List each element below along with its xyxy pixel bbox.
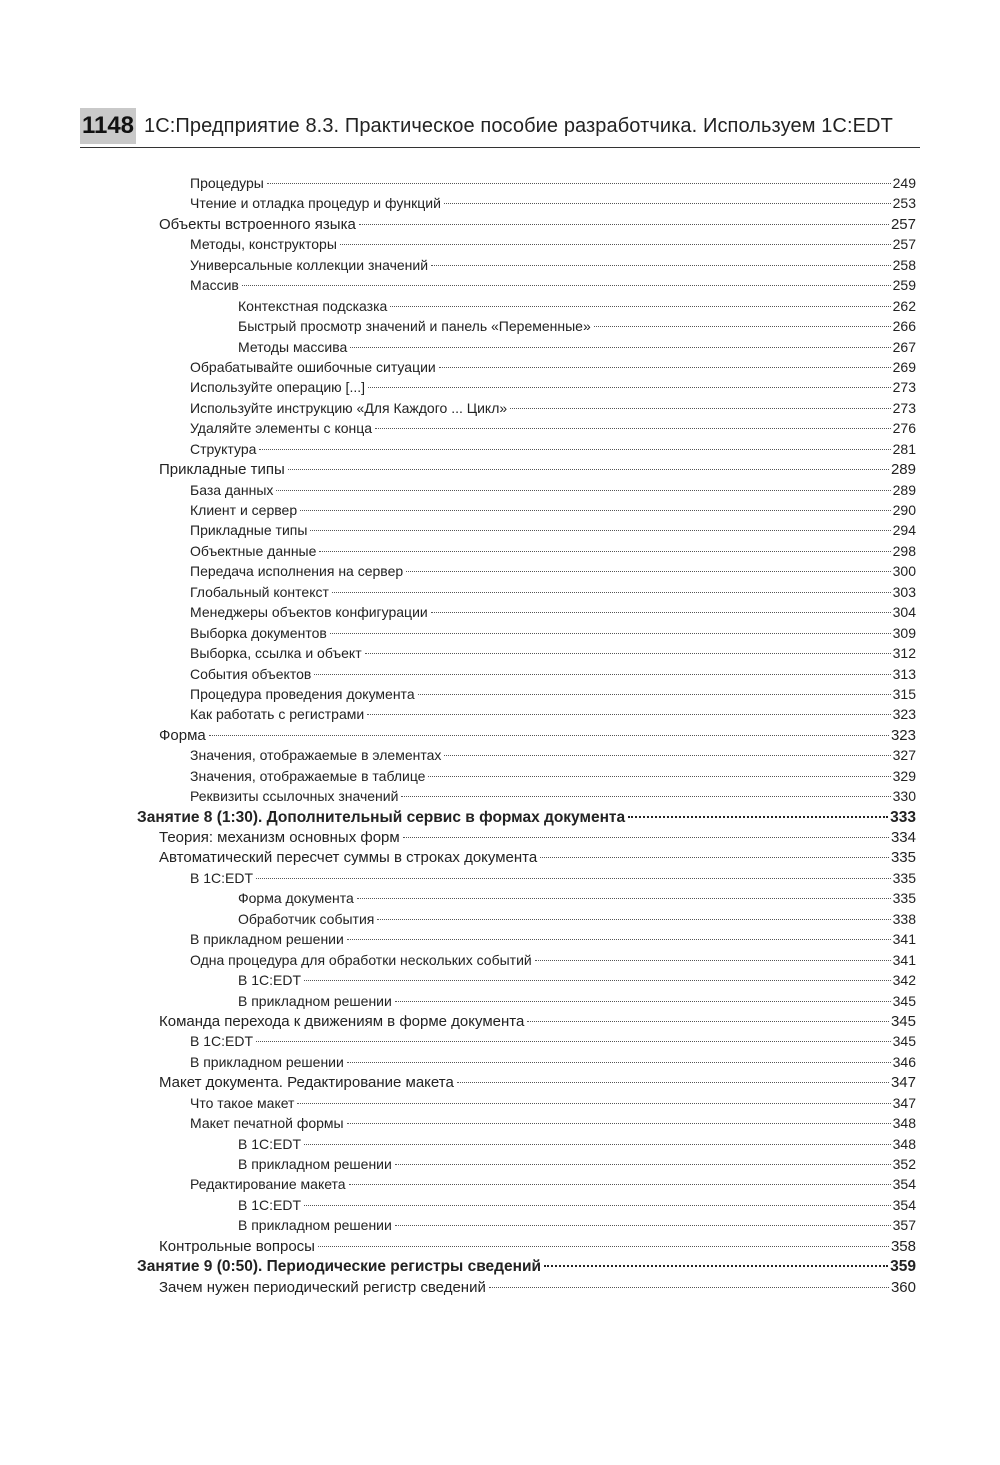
toc-entry-title: Форма документа [238,890,354,907]
toc-entry-title: Структура [190,440,257,457]
toc-entry [238,339,916,359]
toc-entry-title: Макет печатной формы [190,1115,344,1132]
toc-entry [190,686,916,706]
toc-entry-title: Универсальные коллекции значений [190,256,429,273]
toc-entry [190,666,916,686]
toc-entry [159,1238,916,1258]
toc-entry [159,849,916,869]
dot-leader [347,1123,891,1124]
toc-entry [190,747,916,767]
toc-entry-title: Удаляйте элементы с конца [190,420,373,437]
toc-entry-page: 258 [892,256,916,273]
toc-entry-title: Занятие 9 (0:50). Периодические регистры сведений [137,1258,542,1276]
toc-entry [159,1279,916,1299]
toc-entry-title: Одна процедура для обработки нескольких событий [190,951,532,968]
toc-entry [238,1197,916,1217]
toc-entry-title: Занятие 8 (1:30). Дополнительный сервис в формах документа [137,808,626,826]
dot-leader [300,510,891,511]
toc-entry-page: 330 [892,788,916,805]
toc-entry-title: Менеджеры объектов конфигурации [190,604,428,621]
dot-leader [540,857,889,858]
toc-entry-title: Выборка документов [190,624,327,641]
dot-leader [256,878,891,879]
toc-entry-page: 335 [892,869,916,886]
toc-entry-title: Теория: механизм основных форм [159,829,400,846]
toc-entry [190,420,916,440]
dot-leader [256,1041,891,1042]
toc-entry-title: Объектные данные [190,542,317,559]
toc-entry-page: 323 [892,706,916,723]
toc-entry-title: Передача исполнения на сервер [190,563,404,580]
toc-entry-title: В 1С:EDT [190,869,254,886]
dot-leader [489,1287,889,1288]
dot-leader [318,1246,889,1247]
dot-leader [395,1225,891,1226]
toc-entry-title: Значения, отображаемые в элементах [190,747,442,764]
dot-leader [439,367,891,368]
toc-entry [190,441,916,461]
dot-leader [444,755,890,756]
toc-entry [190,1095,916,1115]
toc-entry [190,645,916,665]
dot-leader [431,265,891,266]
toc-entry [190,277,916,297]
toc-entry-title: Команда перехода к движениям в форме документа [159,1012,525,1030]
toc-entry [190,482,916,502]
dot-leader [267,183,891,184]
toc-entry [190,400,916,420]
toc-entry-page: 329 [892,767,916,784]
dot-leader [276,490,890,491]
toc-entry-title: Форма [159,726,206,744]
toc-entry-page: 276 [892,420,916,437]
toc-entry-page: 257 [890,215,916,233]
toc-entry-page: 346 [892,1053,916,1070]
dot-leader [357,898,891,899]
dot-leader [310,530,890,531]
toc-entry-page: 354 [892,1176,916,1193]
toc-entry-title: Редактирование макета [190,1176,346,1193]
toc-entry [190,931,916,951]
toc-entry-page: 345 [890,1012,916,1030]
toc-entry-title: Быстрый просмотр значений и панель «Переменные» [238,318,591,335]
toc-entry [137,1258,916,1278]
dot-leader [457,1082,889,1083]
dot-leader [349,1184,891,1185]
toc-entry [238,1136,916,1156]
dot-leader [406,571,890,572]
dot-leader [288,469,889,470]
toc-entry-page: 249 [892,175,916,191]
dot-leader [390,306,890,307]
dot-leader [431,612,891,613]
toc-entry-page: 342 [892,972,916,989]
toc-entry-title: Используйте операцию [...] [190,379,365,396]
toc-entry-title: Используйте инструкцию «Для Каждого ... Цикл» [190,399,508,416]
toc-entry [190,175,916,195]
toc-entry-title: Методы, конструкторы [190,236,337,253]
toc-entry-page: 273 [892,379,916,396]
toc-entry-page: 259 [892,277,916,294]
dot-leader [259,449,890,450]
toc-entry-page: 359 [890,1258,916,1276]
toc-entry-page: 290 [892,502,916,518]
toc-entry-page: 315 [892,685,916,702]
toc-entry-page: 352 [892,1156,916,1172]
toc-entry [190,1033,916,1053]
toc-entry-page: 334 [890,829,916,846]
toc-entry [137,809,916,829]
dot-leader [242,285,891,286]
toc-entry-page: 348 [892,1135,916,1152]
toc-entry [238,890,916,910]
toc-entry-page: 357 [892,1217,916,1234]
toc-entry-title: Выборка, ссылка и объект [190,645,362,662]
dot-leader [347,1062,891,1063]
toc-entry-page: 345 [892,1033,916,1050]
dot-leader [297,1103,890,1104]
dot-leader [347,939,891,940]
toc-entry-page: 289 [890,461,916,479]
toc-entry-page: 327 [892,747,916,764]
toc-entry-title: Методы массива [238,338,348,355]
toc-entry [190,1115,916,1135]
toc-entry-page: 347 [890,1074,916,1092]
toc-entry-title: Контрольные вопросы [159,1237,315,1255]
toc-entry [190,788,916,808]
toc-entry-title: В прикладном решении [238,1156,392,1172]
toc-entry-title: Объекты встроенного языка [159,215,356,233]
dot-leader [304,1205,891,1206]
toc-entry-title: Массив [190,277,239,294]
dot-leader [535,960,891,961]
dot-leader [395,1164,891,1165]
toc-entry [190,604,916,624]
page-number: 1148 [80,108,136,144]
toc-entry [238,911,916,931]
dot-leader [594,326,891,327]
toc-entry-title: В 1С:EDT [190,1033,254,1050]
dot-leader [304,1144,891,1145]
toc-entry-title: Прикладные типы [159,461,285,479]
dot-leader [375,428,891,429]
toc-entry-page: 354 [892,1196,916,1213]
toc-entry [190,870,916,890]
toc-entry-title: В прикладном решении [190,1053,344,1070]
dot-leader [350,347,890,348]
toc-entry [190,502,916,522]
toc-entry-page: 335 [890,849,916,867]
dot-leader [628,816,888,818]
toc-entry-page: 266 [892,318,916,335]
toc-entry [238,972,916,992]
dot-leader [527,1021,889,1022]
toc-entry-page: 333 [890,808,916,826]
toc-entry [159,461,916,481]
dot-leader [510,408,890,409]
dot-leader [365,653,891,654]
toc-entry-title: Прикладные типы [190,522,308,539]
table-of-contents [0,175,1000,1299]
toc-entry-page: 345 [892,992,916,1009]
toc-entry-title: Реквизиты ссылочных значений [190,788,399,805]
toc-entry [190,563,916,583]
toc-entry-page: 281 [892,440,916,457]
dot-leader [403,837,889,838]
dot-leader [340,244,891,245]
toc-entry-title: Макет документа. Редактирование макета [159,1074,454,1092]
toc-entry-page: 358 [890,1237,916,1255]
toc-entry [190,257,916,277]
dot-leader [368,387,891,388]
toc-entry-page: 253 [892,195,916,212]
dot-leader [314,674,890,675]
toc-entry-page: 300 [892,563,916,580]
toc-entry-title: Обработчик события [238,910,375,927]
toc-entry-page: 273 [892,399,916,416]
toc-entry-title: Как работать с регистрами [190,706,365,723]
dot-leader [544,1265,888,1267]
toc-entry-title: Чтение и отладка процедур и функций [190,195,441,212]
toc-entry-title: В 1С:EDT [238,1135,302,1152]
toc-entry-title: База данных [190,481,274,498]
toc-entry [190,1054,916,1074]
toc-entry [190,379,916,399]
toc-entry-title: В прикладном решении [238,992,392,1009]
toc-entry [190,1176,916,1196]
toc-entry-title: Процедуры [190,175,264,191]
toc-entry [238,993,916,1013]
toc-entry-title: Зачем нужен периодический регистр сведений [159,1278,486,1296]
toc-entry-page: 360 [890,1278,916,1296]
toc-entry-page: 312 [892,645,916,662]
toc-entry [190,584,916,604]
toc-entry-page: 347 [892,1094,916,1111]
header-rule [80,147,920,148]
dot-leader [401,796,890,797]
toc-entry-page: 289 [892,481,916,498]
dot-leader [209,735,889,736]
toc-entry [190,952,916,972]
toc-entry-page: 338 [892,910,916,927]
dot-leader [377,919,890,920]
toc-entry [159,1013,916,1033]
toc-entry-page: 298 [892,542,916,559]
toc-entry [190,625,916,645]
dot-leader [418,694,891,695]
toc-entry-title: В прикладном решении [190,931,344,948]
toc-entry-title: Процедура проведения документа [190,685,415,702]
toc-entry-page: 313 [892,665,916,682]
toc-entry-page: 303 [892,583,916,600]
toc-entry-title: Клиент и сервер [190,502,298,518]
dot-leader [428,776,890,777]
toc-entry-page: 304 [892,604,916,621]
toc-entry-page: 269 [892,358,916,375]
toc-entry [190,195,916,215]
dot-leader [359,224,889,225]
toc-entry-page: 348 [892,1115,916,1132]
toc-entry-page: 262 [892,297,916,314]
toc-entry-page: 294 [892,522,916,539]
toc-entry [190,706,916,726]
toc-entry-page: 341 [892,931,916,948]
toc-entry-title: События объектов [190,665,312,682]
dot-leader [304,980,891,981]
toc-entry-title: Автоматический пересчет суммы в строках документа [159,849,538,867]
toc-entry [238,298,916,318]
toc-entry [159,216,916,236]
toc-entry-title: В 1С:EDT [238,1196,302,1213]
toc-entry [238,318,916,338]
toc-entry [190,359,916,379]
toc-entry-title: Глобальный контекст [190,583,329,600]
toc-entry [190,543,916,563]
toc-entry-title: Что такое макет [190,1094,295,1111]
page-header [80,102,920,148]
toc-entry [159,727,916,747]
toc-entry [159,829,916,849]
toc-entry [159,1074,916,1094]
toc-entry-title: Обрабатывайте ошибочные ситуации [190,358,436,375]
toc-entry [190,522,916,542]
toc-entry-title: Значения, отображаемые в таблице [190,767,426,784]
toc-entry [190,236,916,256]
book-title: 1С:Предприятие 8.3. Практическое пособие разработчика. Используем 1С:EDT [144,115,893,137]
toc-entry-page: 309 [892,624,916,641]
dot-leader [367,714,890,715]
toc-entry-title: В 1С:EDT [238,972,302,989]
dot-leader [395,1001,891,1002]
dot-leader [330,633,891,634]
dot-leader [319,551,890,552]
toc-entry-title: В прикладном решении [238,1217,392,1234]
toc-entry-page: 335 [892,890,916,907]
toc-entry [190,768,916,788]
dot-leader [444,203,891,204]
toc-entry-page: 341 [892,951,916,968]
toc-entry [238,1156,916,1176]
toc-entry-page: 267 [892,338,916,355]
dot-leader [332,592,891,593]
toc-entry-page: 257 [892,236,916,253]
toc-entry [238,1217,916,1237]
toc-entry-page: 323 [890,726,916,744]
toc-entry-title: Контекстная подсказка [238,297,388,314]
